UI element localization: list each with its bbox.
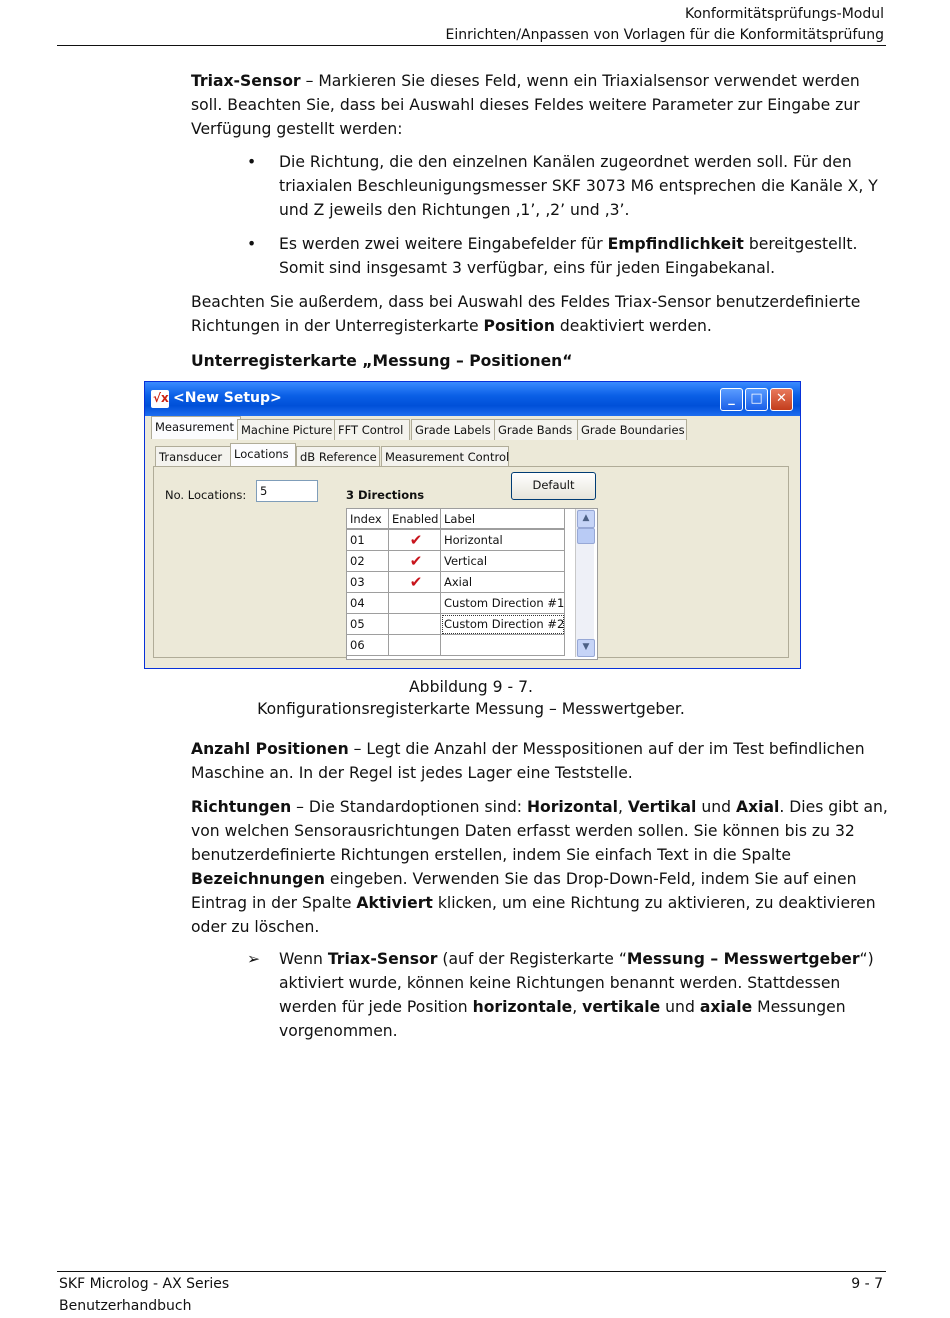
arrow-bullet-icon: ➢ xyxy=(247,950,261,968)
bullet-text: Die Richtung, die den einzelnen Kanälen zugeordnet werden soll. Für den triaxialen Beschleunigungsmesser SKF 3073 M6 entsprechen die Kanäle X, Y und Z jeweils den Richtungen ‚1’, ‚2’ und ‚3’. xyxy=(279,153,878,219)
arrow-text: Messungen vorgenommen. xyxy=(279,998,846,1040)
scroll-down-icon[interactable]: ▼ xyxy=(577,639,595,657)
enabled-cell[interactable] xyxy=(389,635,441,656)
row-index: 03 xyxy=(347,572,389,593)
enabled-cell[interactable] xyxy=(389,614,441,635)
tab-grade-bands[interactable]: Grade Bands xyxy=(494,419,578,440)
arrow-text: “) aktiviert wurde, können keine Richtungen benannt werden. Stattdessen werden für jede Position xyxy=(279,950,874,1016)
arrow-bold: horizontale xyxy=(472,998,573,1016)
enabled-check-icon[interactable]: ✔ xyxy=(389,572,441,593)
running-header xyxy=(446,4,884,46)
tab-machine-picture[interactable]: Machine Picture xyxy=(237,419,335,440)
footer-product: SKF Microlog - AX Series xyxy=(59,1276,230,1292)
arrow-bold: vertikale xyxy=(582,998,661,1016)
anzahl-text: – Legt die Anzahl der Messpositionen auf der im Test befindlichen Maschine an. In der Regel ist jedes Lager eine Teststelle. xyxy=(191,740,865,782)
header-rule xyxy=(57,45,886,46)
col-header-enabled: Enabled xyxy=(389,509,441,530)
row-index: 05 xyxy=(347,614,389,635)
col-header-index: Index xyxy=(347,509,389,530)
note-paragraph xyxy=(191,290,891,338)
tab-grade-labels[interactable]: Grade Labels xyxy=(411,419,495,440)
anzahl-term: Anzahl Positionen xyxy=(191,740,349,758)
app-icon: √x xyxy=(151,390,169,408)
row-label[interactable]: Custom Direction #2 xyxy=(441,614,565,635)
grid-scrollbar[interactable] xyxy=(575,509,594,657)
anzahl-paragraph xyxy=(191,737,891,785)
bullet-dot-icon: • xyxy=(247,235,257,253)
row-label[interactable]: Custom Direction #1 xyxy=(441,593,565,614)
triax-term: Triax-Sensor xyxy=(191,72,301,90)
bullet-item xyxy=(247,232,891,280)
directions-grid xyxy=(346,508,598,660)
bullet-text: Es werden zwei weitere Eingabefelder für xyxy=(279,235,608,253)
footer-manual: Benutzerhandbuch xyxy=(59,1298,192,1314)
bullet-dot-icon: • xyxy=(247,153,257,171)
enabled-check-icon[interactable]: ✔ xyxy=(389,530,441,551)
option-horizontal: Horizontal xyxy=(526,798,618,816)
richtungen-text: klicken, um eine Richtung zu aktivieren, zu deaktivieren oder zu löschen. xyxy=(191,894,876,936)
row-index: 06 xyxy=(347,635,389,656)
arrow-text: Wenn xyxy=(279,950,328,968)
richtungen-text: , xyxy=(617,798,628,816)
close-icon[interactable]: ✕ xyxy=(770,388,793,411)
footer-rule xyxy=(57,1271,886,1272)
row-label[interactable]: Vertical xyxy=(441,551,565,572)
richtungen-text: und xyxy=(696,798,736,816)
row-index: 04 xyxy=(347,593,389,614)
arrow-text: und xyxy=(660,998,700,1016)
caption-number: Abbildung 9 - 7. xyxy=(409,678,533,696)
row-index: 02 xyxy=(347,551,389,572)
arrow-bold: axiale xyxy=(699,998,753,1016)
footer xyxy=(59,1273,229,1317)
richtungen-text: . Dies gibt an, von welchen Sensorausrichtungen Daten erfasst werden sollen. Sie können bis zu 32 benutzerdefinierte Richtungen erstellen, indem Sie einfach Text in die Spalte xyxy=(191,798,888,864)
row-label[interactable] xyxy=(441,635,565,656)
tab-measurement[interactable]: Measurement xyxy=(151,416,241,439)
bullet-text: bereitgestellt. Somit sind insgesamt 3 verfügbar, eins für jeden Eingabekanal. xyxy=(279,235,858,277)
row-label[interactable]: Horizontal xyxy=(441,530,565,551)
default-button[interactable]: Default xyxy=(511,472,596,500)
subtab-db-reference[interactable]: dB Reference xyxy=(296,446,380,467)
header-module: Konformitätsprüfungs-Modul xyxy=(684,6,884,22)
subheading-text: Unterregisterkarte „Messung – Positionen“ xyxy=(191,352,573,370)
directions-label: 3 Directions xyxy=(346,488,425,502)
subtab-transducer[interactable]: Transducer xyxy=(155,446,233,467)
richtungen-text: eingeben. Verwenden Sie das Drop-Down-Feld, indem Sie auf einen Eintrag in der Spalte xyxy=(191,870,857,912)
triax-text: – Markieren Sie dieses Feld, wenn ein Triaxialsensor verwendet werden soll. Beachten Sie, dass bei Auswahl dieses Feldes weitere Parameter zur Eingabe zur Verfügung gestellt werden: xyxy=(191,72,860,138)
subheading xyxy=(191,349,891,373)
page-number: 9 - 7 xyxy=(851,1276,883,1292)
tab-grade-boundaries[interactable]: Grade Boundaries xyxy=(577,419,687,440)
arrow-note xyxy=(247,947,891,1043)
term-bezeichnungen: Bezeichnungen xyxy=(191,870,325,888)
minimize-icon[interactable]: _ xyxy=(720,388,743,411)
row-label[interactable]: Axial xyxy=(441,572,565,593)
no-locations-label: No. Locations: xyxy=(165,488,247,502)
enabled-check-icon[interactable]: ✔ xyxy=(389,551,441,572)
col-header-label: Label xyxy=(441,509,565,530)
arrow-bold: Messung – Messwertgeber xyxy=(626,950,860,968)
arrow-bold: Triax-Sensor xyxy=(327,950,438,968)
bullet-item xyxy=(247,150,891,222)
option-vertikal: Vertikal xyxy=(627,798,697,816)
richtungen-text: – Die Standardoptionen sind: xyxy=(291,798,527,816)
new-setup-dialog xyxy=(144,381,801,669)
note-bold: Position xyxy=(483,317,555,335)
scroll-up-icon[interactable]: ▲ xyxy=(577,510,595,528)
arrow-text: (auf der Registerkarte “ xyxy=(437,950,627,968)
header-section: Einrichten/Anpassen von Vorlagen für die Konformitätsprüfung xyxy=(445,27,884,43)
dialog-title: <New Setup> xyxy=(173,390,282,406)
subtab-measurement-control[interactable]: Measurement Control xyxy=(381,446,509,467)
scroll-thumb[interactable] xyxy=(577,528,595,544)
tab-fft-control[interactable]: FFT Control xyxy=(334,419,410,440)
note-text: Beachten Sie außerdem, dass bei Auswahl des Feldes Triax-Sensor benutzerdefinierte Richtungen in der Unterregisterkarte xyxy=(191,293,861,335)
subtab-locations[interactable]: Locations xyxy=(230,443,296,466)
richtungen-paragraph xyxy=(191,795,891,939)
option-axial: Axial xyxy=(736,798,780,816)
maximize-icon[interactable]: □ xyxy=(745,388,768,411)
bullet-bold: Empfindlichkeit xyxy=(607,235,744,253)
dialog-titlebar xyxy=(145,382,800,416)
triax-paragraph xyxy=(191,69,891,141)
caption-text: Konfigurationsregisterkarte Messung – Messwertgeber. xyxy=(257,700,685,718)
row-index: 01 xyxy=(347,530,389,551)
no-locations-input[interactable]: 5 xyxy=(256,480,318,502)
arrow-text: , xyxy=(572,998,583,1016)
figure-caption xyxy=(191,676,751,720)
term-aktiviert: Aktiviert xyxy=(356,894,433,912)
richtungen-term: Richtungen xyxy=(191,798,292,816)
enabled-cell[interactable] xyxy=(389,593,441,614)
note-text: deaktiviert werden. xyxy=(554,317,712,335)
